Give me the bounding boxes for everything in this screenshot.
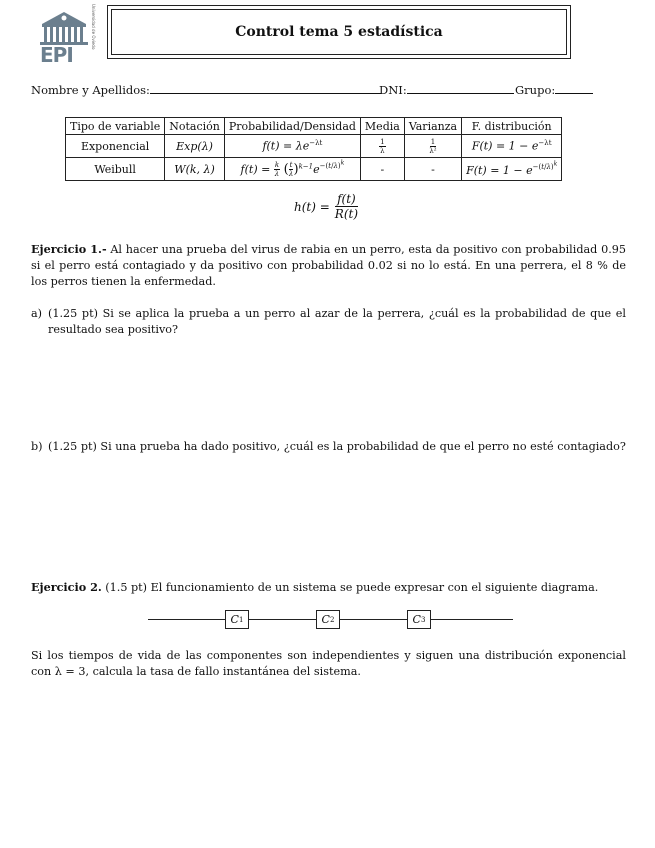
formula-numerator: f(t) <box>337 192 356 206</box>
cell-type: Exponencial <box>66 135 165 158</box>
table-header: Notación <box>165 118 225 135</box>
name-label: Nombre y Apellidos: <box>31 83 150 97</box>
cell-cdf: $F(t) = 1 - e^{-\lambda t}$ <box>462 135 562 158</box>
component-c3: C 3 <box>407 610 431 629</box>
exercise-1-text: Al hacer una prueba del virus de rabia en un perro, esta da positivo con probabilidad 0.95 si el perro está contagiado y da positivo con probabilidad 0.02 si no lo está. En una perrera, el 8 % de los perros tienen la enfermedad. <box>31 243 626 288</box>
dni-label: DNI: <box>379 83 407 97</box>
table-row <box>66 158 562 181</box>
table-header: F. distribución <box>462 118 562 135</box>
page-title: Control tema 5 estadística <box>235 24 443 40</box>
exercise-1a-text: (1.25 pt) Si se aplica la prueba a un perro al azar de la perrera, ¿cuál es la probabilidad de que el resultado sea positivo? <box>48 307 626 336</box>
exercise-1-statement <box>31 241 626 290</box>
cell-type: Weibull <box>66 158 165 181</box>
table-header: Media <box>360 118 404 135</box>
dni-field[interactable] <box>407 83 514 94</box>
component-c1: C 1 <box>225 610 249 629</box>
exercise-2-question: Si los tiempos de vida de las componentes son independientes y siguen una distribución exponencial con λ = 3, calcula la tasa de fallo instantánea del sistema. <box>31 649 626 678</box>
logo-side-text: Universidad de Oviedo <box>91 4 96 50</box>
title-box <box>107 5 571 59</box>
cell-variance: - <box>404 158 461 181</box>
exercise-1a <box>31 306 626 338</box>
exercise-1b <box>31 439 626 455</box>
table-header: Tipo de variable <box>66 118 165 135</box>
exercise-2-statement <box>31 579 626 596</box>
logo-text: EPI <box>40 43 73 67</box>
cell-mean: $\frac{1}{\lambda}$ <box>360 135 404 158</box>
cell-cdf: $F(t) = 1 - e^{-(t/\lambda)^k}$ <box>462 158 562 181</box>
exercise-1-heading: Ejercicio 1.- <box>31 242 107 256</box>
exercise-1b-text: (1.25 pt) Si una prueba ha dado positivo, ¿cuál es la probabilidad de que el perro no esté contagiado? <box>48 440 626 453</box>
student-info-line <box>31 83 627 99</box>
exercise-2-heading: Ejercicio 2. <box>31 580 102 594</box>
series-diagram <box>148 605 513 635</box>
cell-density: $f(t) = \lambda e^{-\lambda t}$ <box>224 135 360 158</box>
university-logo <box>38 4 96 68</box>
cell-mean: - <box>360 158 404 181</box>
exercise-1a-label: a) <box>31 307 43 320</box>
distribution-table <box>65 117 562 181</box>
cell-notation: W(k, λ) <box>165 158 225 181</box>
cell-density: f(t) = $\frac{k}{\lambda}$ ( $\frac{t}{\lambda}$ )$^{k-1}e^{-(t/\lambda)^k}$ <box>224 158 360 181</box>
group-field[interactable] <box>555 83 593 94</box>
name-field[interactable] <box>150 83 381 94</box>
cell-notation: Exp(λ) <box>165 135 225 158</box>
hazard-formula <box>294 192 358 221</box>
component-c2: C 2 <box>316 610 340 629</box>
exercise-1b-label: b) <box>31 440 43 453</box>
formula-lhs: h(t) = <box>294 199 330 214</box>
table-header: Varianza <box>404 118 461 135</box>
table-row <box>66 135 562 158</box>
exercise-2-text: (1.5 pt) El funcionamiento de un sistema se puede expresar con el siguiente diagrama. <box>101 581 599 594</box>
formula-denominator: R(t) <box>334 207 359 221</box>
group-label: Grupo: <box>515 83 556 97</box>
table-header-row <box>66 118 562 135</box>
cell-variance: $\frac{1}{\text{λ²}}$ <box>404 135 461 158</box>
table-header: Probabilidad/Densidad <box>224 118 360 135</box>
